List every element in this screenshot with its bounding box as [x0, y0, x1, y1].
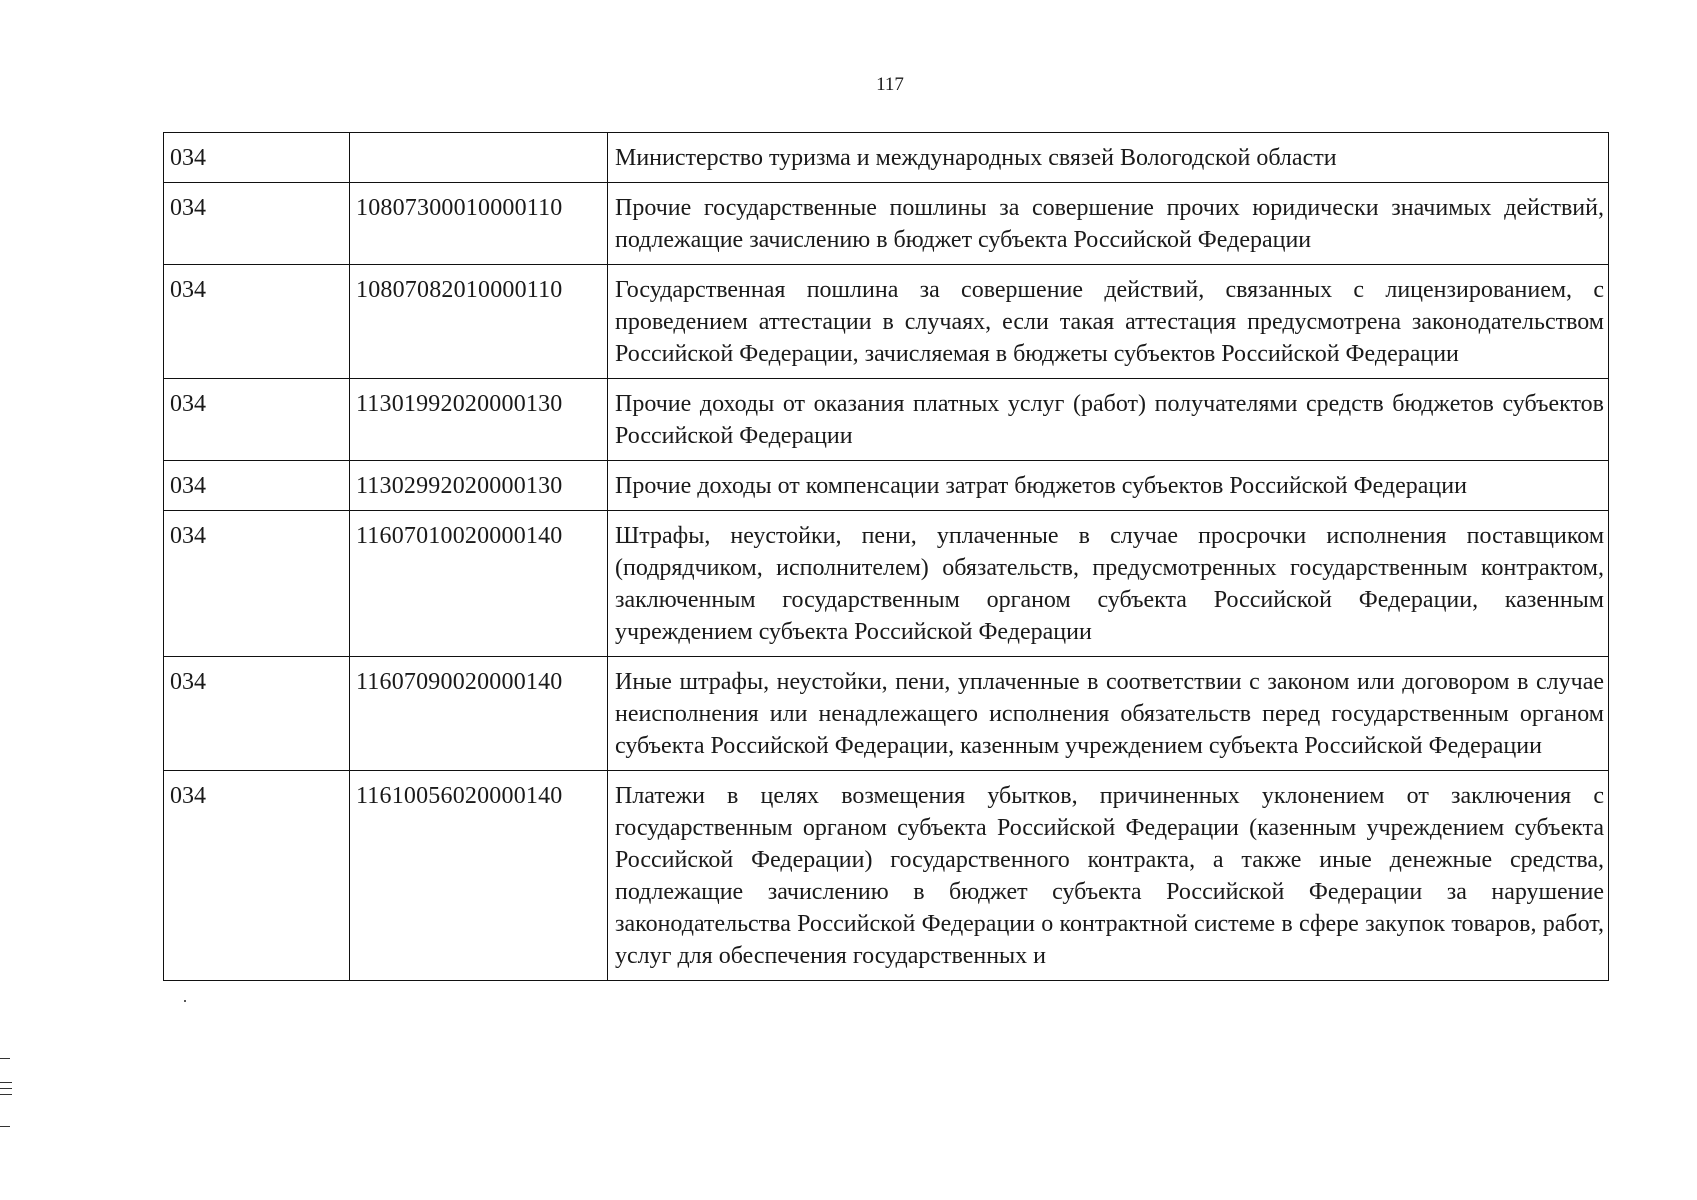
budget-revenue-table: [163, 132, 1609, 981]
admin-code-cell: 034: [164, 461, 350, 511]
table-row: [164, 511, 1609, 657]
kbk-code-cell: 11610056020000140: [350, 771, 608, 981]
table-row: [164, 379, 1609, 461]
kbk-code-cell: 11607090020000140: [350, 657, 608, 771]
kbk-code-cell: [350, 133, 608, 183]
description-cell: Министерство туризма и международных связей Вологодской области: [608, 133, 1609, 183]
page-number: 117: [876, 74, 904, 95]
admin-code-cell: 034: [164, 133, 350, 183]
description-cell: Платежи в целях возмещения убытков, причиненных уклонением от заключения с государственным органом субъекта Российской Федерации (казенным учреждением субъекта Российской Федерации) государственного контракта, а также иные денежные средства, подлежащие зачислению в бюджет субъекта Российской Федерации за нарушение законодательства Российской Федерации о контрактной системе в сфере закупок товаров, работ, услуг для обеспечения государственных и: [608, 771, 1609, 981]
admin-code-cell: 034: [164, 183, 350, 265]
description-cell: Штрафы, неустойки, пени, уплаченные в случае просрочки исполнения поставщиком (подрядчиком, исполнителем) обязательств, предусмотренных государственным контрактом, заключенным государственным органом субъекта Российской Федерации, казенным учреждением субъекта Российской Федерации: [608, 511, 1609, 657]
kbk-code-cell: 10807082010000110: [350, 265, 608, 379]
description-cell: Прочие государственные пошлины за совершение прочих юридически значимых действий, подлежащие зачислению в бюджет субъекта Российской Федерации: [608, 183, 1609, 265]
kbk-code-cell: 10807300010000110: [350, 183, 608, 265]
description-cell: Иные штрафы, неустойки, пени, уплаченные в соответствии с законом или договором в случае неисполнения или ненадлежащего исполнения обязательств перед государственным органом субъекта Российской Федерации, казенным учреждением субъекта Российской Федерации: [608, 657, 1609, 771]
kbk-code-cell: 11302992020000130: [350, 461, 608, 511]
description-cell: Прочие доходы от компенсации затрат бюджетов субъектов Российской Федерации: [608, 461, 1609, 511]
kbk-code-cell: 11301992020000130: [350, 379, 608, 461]
table-row: [164, 183, 1609, 265]
scan-artifact-dot: [184, 1000, 186, 1002]
table-row: [164, 133, 1609, 183]
admin-code-cell: 034: [164, 379, 350, 461]
kbk-code-cell: 11607010020000140: [350, 511, 608, 657]
table-row: [164, 771, 1609, 981]
admin-code-cell: 034: [164, 657, 350, 771]
description-cell: Прочие доходы от оказания платных услуг (работ) получателями средств бюджетов субъектов Российской Федерации: [608, 379, 1609, 461]
table-row: [164, 461, 1609, 511]
table-row: [164, 657, 1609, 771]
description-cell: Государственная пошлина за совершение действий, связанных с лицензированием, с проведением аттестации в случаях, если такая аттестация предусмотрена законодательством Российской Федерации, зачисляемая в бюджеты субъектов Российской Федерации: [608, 265, 1609, 379]
admin-code-cell: 034: [164, 771, 350, 981]
admin-code-cell: 034: [164, 511, 350, 657]
admin-code-cell: 034: [164, 265, 350, 379]
table-row: [164, 265, 1609, 379]
